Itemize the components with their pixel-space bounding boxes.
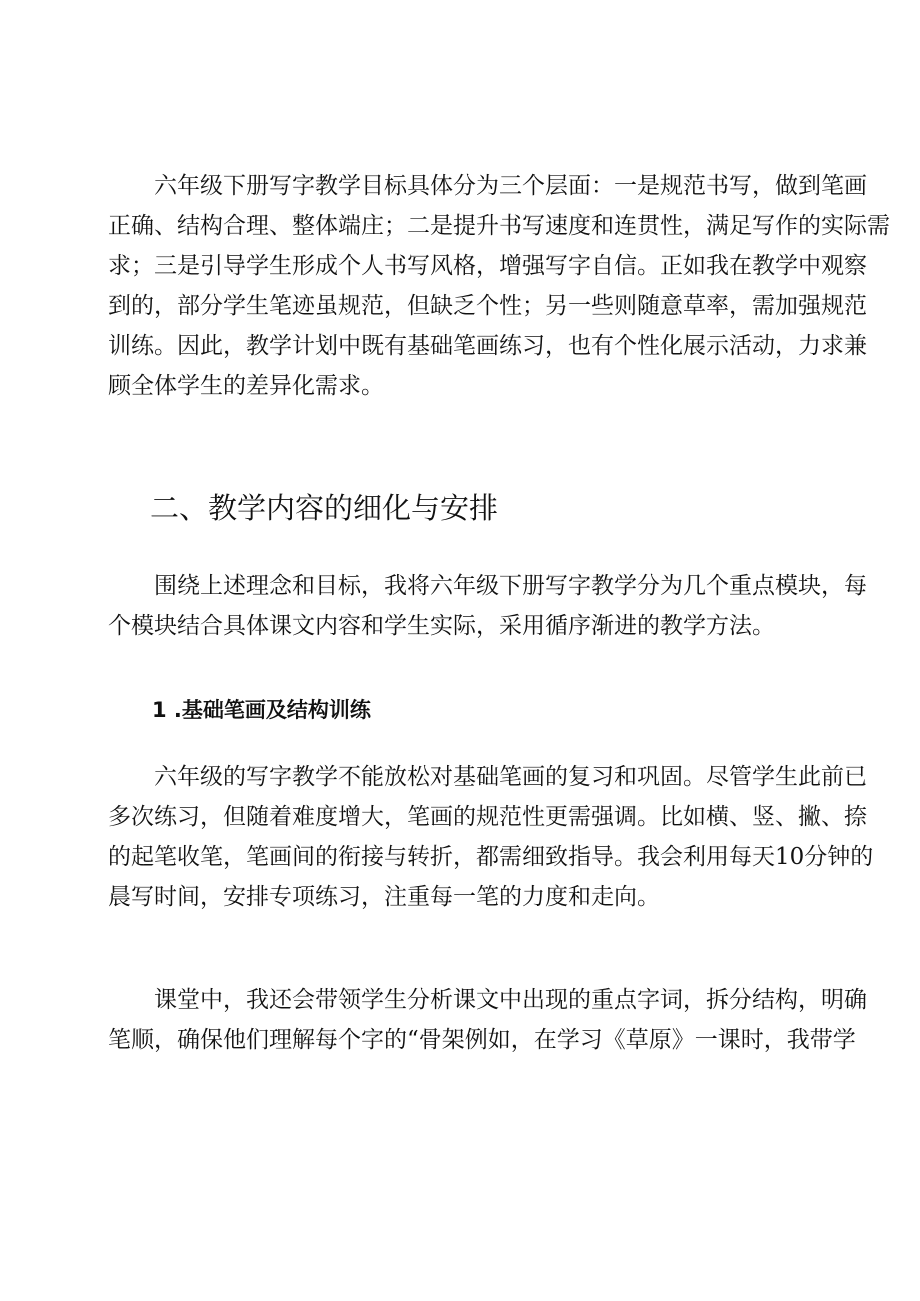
paragraph-modules-intro [108,566,867,646]
text-line: 晨写时间，安排专项练习，注重每一笔的力度和走向。 [108,884,660,910]
paragraph-classroom-analysis [108,980,867,1060]
section-heading: 二、教学内容的细化与安排 [150,491,499,525]
text-line: 笔顺，确保他们理解每个字的“骨架例如，在学习《草原》一课时，我带学 [108,1027,856,1053]
text-line: 求；三是引导学生形成个人书写风格，增强写字自信。正如我在教学中观察 [108,253,867,279]
text-line: 到的，部分学生笔迹虽规范，但缺乏个性；另一些则随意草率，需加强规范 [108,293,867,319]
text-line: 个模块结合具体课文内容和学生实际，采用循序渐进的教学方法。 [108,613,775,639]
text-line: 正确、结构合理、整体端庄；二是提升书写速度和连贯性，满足写作的实际需 [108,213,890,239]
subsection-heading: 1 .基础笔画及结构训练 [152,698,371,722]
text-line: 围绕上述理念和目标，我将六年级下册写字教学分为几个重点模块，每 [154,573,867,599]
paragraph-stroke-training [108,757,874,917]
text-line: 六年级下册写字教学目标具体分为三个层面：一是规范书写，做到笔画 [154,173,867,199]
text-line: 顾全体学生的差异化需求。 [108,373,384,399]
text-line: 六年级的写字教学不能放松对基础笔画的复习和巩固。尽管学生此前已 [154,764,867,790]
text-line: 课堂中，我还会带领学生分析课文中出现的重点字词，拆分结构，明确 [154,987,867,1013]
paragraph-teaching-goals [108,166,890,406]
text-line: 训练。因此，教学计划中既有基础笔画练习，也有个性化展示活动，力求兼 [108,333,867,359]
text-line: 的起笔收笔，笔画间的衔接与转折，都需细致指导。我会利用每天10分钟的 [108,844,874,870]
text-line: 多次练习，但随着难度增大，笔画的规范性更需强调。比如横、竖、撇、捺 [108,804,867,830]
